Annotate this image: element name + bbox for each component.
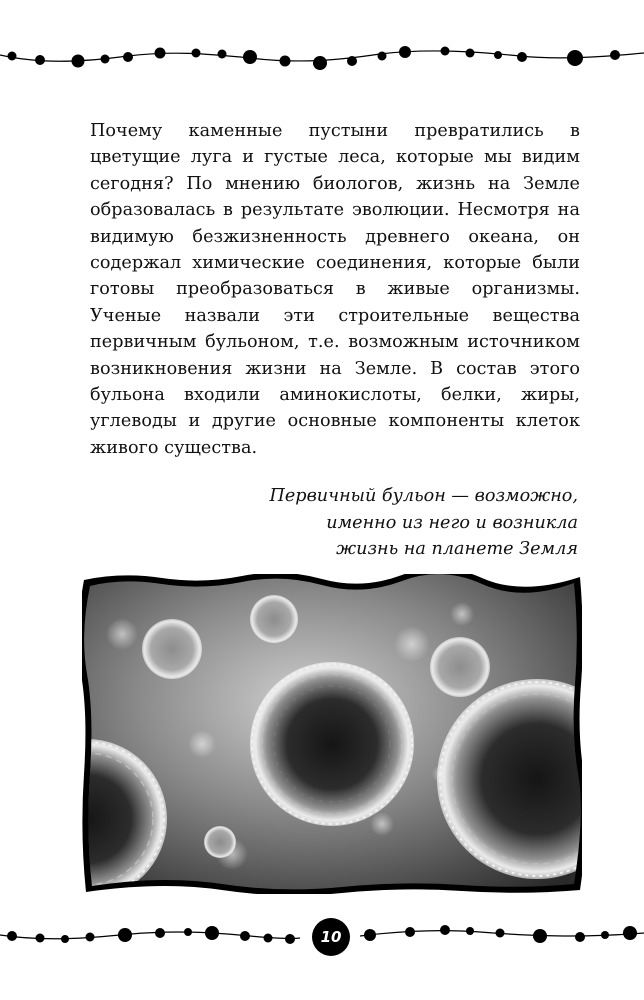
caption-line-3: жизнь на планете Земля xyxy=(336,539,578,559)
page-number: 10 xyxy=(312,918,350,956)
body-paragraph: Почему каменные пустыни превратились в цветущие луга и густые леса, которые мы видим сегодня? По мнению биологов, жизнь на Земле образовалась в результате эволюции. Несмотря на видимую безжизненность древнего океана, он содержал химические соединения, которые были готовы преобразоваться в живые организмы. Ученые назвали эти строительные вещества первичным бульоном, т.е. возможным источником возникновения жизни на Земле. В состав этого бульона входили аминокислоты, белки, жиры, углеводы и другие основные компоненты клеток живого существа. xyxy=(90,121,580,458)
caption-line-2: именно из него и возникла xyxy=(326,512,578,533)
cells-illustration xyxy=(82,574,582,894)
top-dotted-border xyxy=(0,30,644,80)
image-caption xyxy=(200,483,578,563)
caption-line-1: Первичный бульон — возможно, xyxy=(269,486,578,506)
